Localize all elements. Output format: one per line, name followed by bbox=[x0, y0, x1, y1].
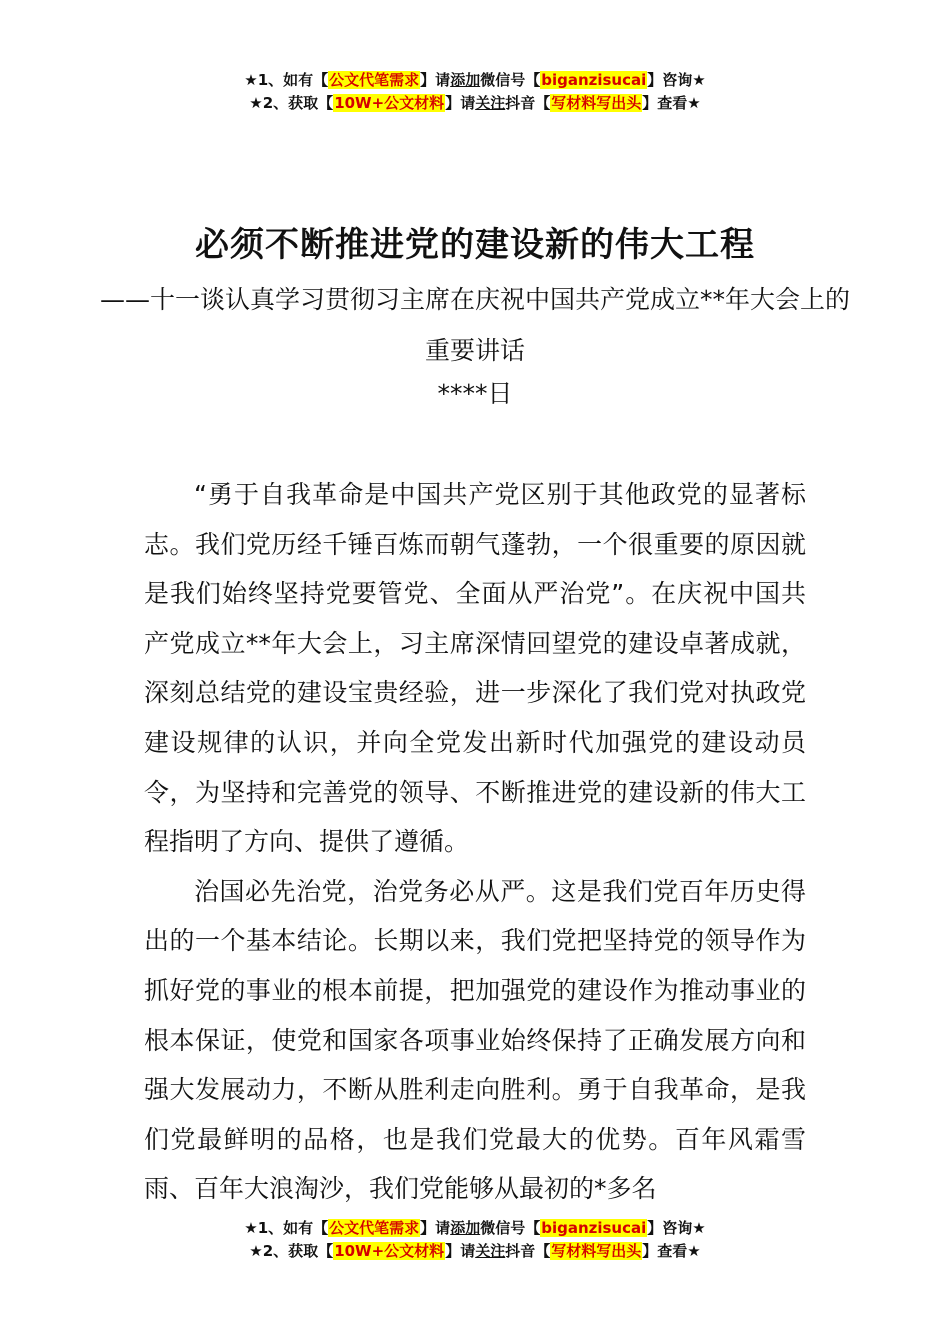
highlight-materials: 10W+公文材料 bbox=[334, 1242, 445, 1260]
document-title: 必须不断推进党的建设新的伟大工程 bbox=[195, 225, 755, 265]
banner-text: 】查看★ bbox=[642, 1242, 701, 1260]
banner-text-underlined: 关注 bbox=[475, 1242, 506, 1260]
banner-text: 】请 bbox=[445, 94, 476, 112]
banner-text: 】请 bbox=[420, 71, 451, 89]
document-subtitle: ——十一谈认真学习贯彻习主席在庆祝中国共产党成立**年大会上的重要讲话 bbox=[100, 285, 851, 365]
banner-text: 微信号【 bbox=[480, 1219, 541, 1237]
highlight-douyin-account: 写材料写出头 bbox=[551, 1242, 642, 1260]
highlight-wechat-id: biganzisucai bbox=[541, 71, 647, 89]
document-date: ****日 bbox=[437, 379, 513, 408]
highlight-service: 公文代笔需求 bbox=[329, 71, 420, 89]
document-body bbox=[144, 470, 806, 1214]
banner-line-2 bbox=[0, 92, 950, 115]
highlight-service: 公文代笔需求 bbox=[329, 1219, 420, 1237]
banner-text: 】请 bbox=[420, 1219, 451, 1237]
banner-text: 】查看★ bbox=[642, 94, 701, 112]
footer-banner bbox=[0, 1217, 950, 1263]
header-banner bbox=[0, 69, 950, 115]
banner-text: 】咨询★ bbox=[647, 1219, 706, 1237]
banner-text: 】咨询★ bbox=[647, 71, 706, 89]
banner-text: ★2、获取【 bbox=[249, 1242, 334, 1260]
highlight-douyin-account: 写材料写出头 bbox=[551, 94, 642, 112]
body-paragraph: “勇于自我革命是中国共产党区别于其他政党的显著标志。我们党历经千锤百炼而朝气蓬勃，一个很重要的原因就是我们始终坚持党要管党、全面从严治党”。在庆祝中国共产党成立**年大会上，习主席深情回望党的建设卓著成就，深刻总结党的建设宝贵经验，进一步深化了我们党对执政党建设规律的认识，并向全党发出新时代加强党的建设动员令，为坚持和完善党的领导、不断推进党的建设新的伟大工程指明了方向、提供了遵循。 bbox=[144, 480, 806, 857]
banner-text: ★2、获取【 bbox=[249, 94, 334, 112]
banner-line-1 bbox=[0, 69, 950, 92]
banner-text-underlined: 添加 bbox=[450, 1219, 481, 1237]
banner-text: ★1、如有【 bbox=[244, 71, 329, 89]
body-paragraph: 治国必先治党，治党务必从严。这是我们党百年历史得出的一个基本结论。长期以来，我们党把坚持党的领导作为抓好党的事业的根本前提，把加强党的建设作为推动事业的根本保证，使党和国家各项事业始终保持了正确发展方向和强大发展动力，不断从胜利走向胜利。勇于自我革命，是我们党最鲜明的品格，也是我们党最大的优势。百年风霜雪雨、百年大浪淘沙，我们党能够从最初的*多名 bbox=[144, 876, 806, 1204]
banner-text: 抖音【 bbox=[505, 94, 551, 112]
banner-text: 】请 bbox=[445, 1242, 476, 1260]
banner-text: 微信号【 bbox=[480, 71, 541, 89]
banner-line-1 bbox=[0, 1217, 950, 1240]
banner-text: ★1、如有【 bbox=[244, 1219, 329, 1237]
banner-text-underlined: 添加 bbox=[450, 71, 481, 89]
highlight-wechat-id: biganzisucai bbox=[541, 1219, 647, 1237]
highlight-materials: 10W+公文材料 bbox=[334, 94, 445, 112]
banner-text: 抖音【 bbox=[505, 1242, 551, 1260]
banner-text-underlined: 关注 bbox=[475, 94, 506, 112]
banner-line-2 bbox=[0, 1240, 950, 1263]
